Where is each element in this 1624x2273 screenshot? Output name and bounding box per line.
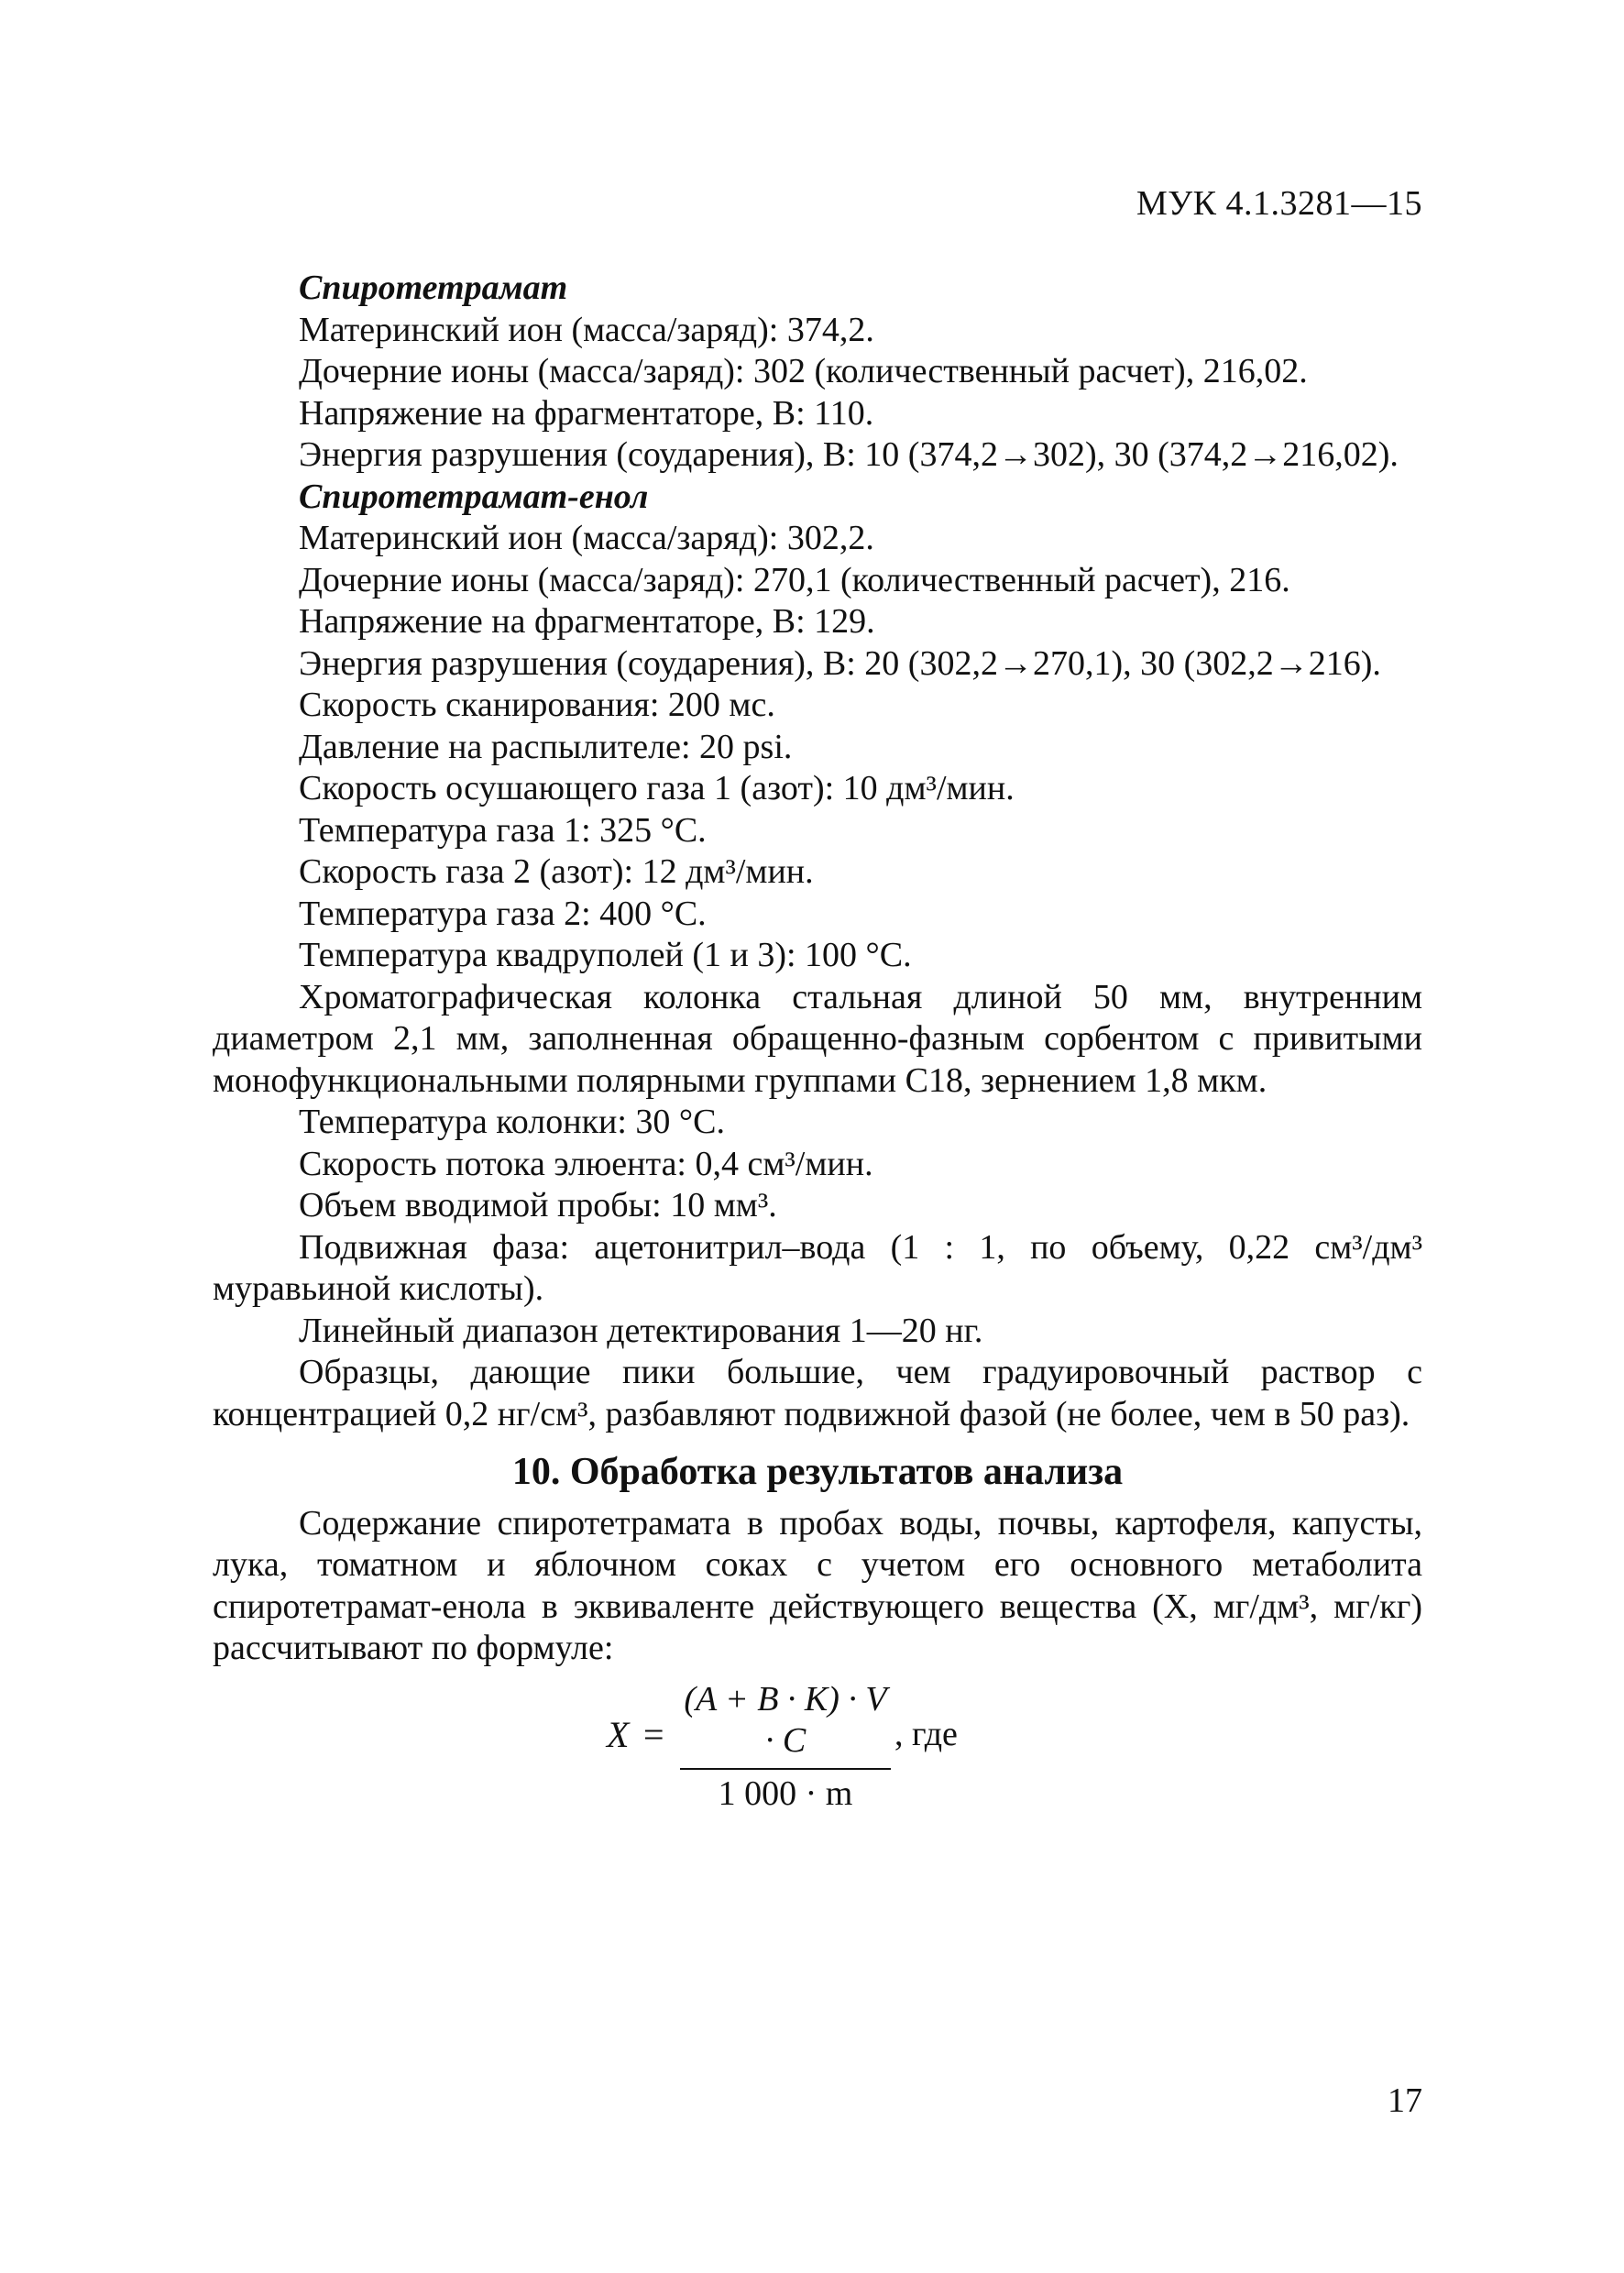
paragraph: Скорость газа 2 (азот): 12 дм³/мин.: [299, 852, 814, 891]
paragraph: Хроматографическая колонка стальная длиной 50 мм, внутренним диаметром 2,1 мм, заполненная обращенно-фазным сорбентом с привитыми монофункциональными полярными группами С18, зернением 1,8 мкм.: [213, 977, 1422, 1100]
paragraph: Скорость осушающего газа 1 (азот): 10 дм³/мин.: [299, 769, 1015, 807]
formula-lhs: X: [607, 1713, 630, 1755]
paragraph: Энергия разрушения (соударения), В: 20 (302,2→270,1), 30 (302,2→216).: [299, 643, 1381, 683]
calculation-formula: [213, 1679, 1422, 1813]
formula-fraction: [680, 1679, 891, 1816]
paragraph: Линейный диапазон детектирования 1—20 нг.: [299, 1311, 983, 1350]
paragraph: Материнский ион (масса/заряд): 374,2.: [299, 310, 874, 349]
paragraph: Подвижная фаза: ацетонитрил–вода (1 : 1, по объему, 0,22 см³/дм³ муравьиной кислоты).: [213, 1227, 1422, 1308]
paragraph: Скорость сканирования: 200 мс.: [299, 686, 775, 724]
paragraph: Температура квадруполей (1 и 3): 100 °С.: [299, 936, 912, 974]
paragraph: Скорость потока элюента: 0,4 см³/мин.: [299, 1144, 873, 1183]
paragraph: Материнский ион (масса/заряд): 302,2.: [299, 519, 874, 557]
paragraph: Дочерние ионы (масса/заряд): 302 (количественный расчет), 216,02.: [299, 352, 1308, 390]
paragraph: Дочерние ионы (масса/заряд): 270,1 (количественный расчет), 216.: [299, 560, 1290, 599]
compound-heading-spirotetramat-enol: Спиротетрамат-енол: [299, 477, 649, 516]
document-header: МУК 4.1.3281—15: [1136, 184, 1422, 223]
formula-equals: =: [643, 1713, 664, 1755]
paragraph: Температура колонки: 30 °С.: [299, 1103, 725, 1141]
paragraph: Объем вводимой пробы: 10 мм³.: [299, 1186, 777, 1224]
paragraph: Напряжение на фрагментаторе, В: 129.: [299, 602, 875, 641]
formula-denominator: 1 000 · m: [718, 1773, 853, 1813]
formula-tail: , где: [894, 1714, 958, 1753]
document-body: [213, 268, 1422, 1813]
paragraph: Напряжение на фрагментаторе, В: 110.: [299, 393, 874, 433]
paragraph: Образцы, дающие пики большие, чем градуировочный раствор с концентрацией 0,2 нг/см³, разбавляют подвижной фазой (не более, чем в 50 раз).: [213, 1353, 1422, 1433]
section-heading: 10. Обработка результатов анализа: [511, 1451, 1124, 1493]
formula-numerator: (A + B · K) · V · C: [684, 1679, 887, 1760]
page-number: 17: [1388, 2081, 1422, 2120]
paragraph: Содержание спиротетрамата в пробах воды, почвы, картофеля, капусты, лука, томатном и яблочном соках с учетом его основного метаболита спиротетрамат-енола в эквиваленте действующего вещества (X, мг/дм³, мг/кг) рассчитывают по формуле:: [213, 1503, 1422, 1667]
paragraph: Энергия разрушения (соударения), В: 10 (374,2→302), 30 (374,2→216,02).: [299, 435, 1399, 474]
paragraph: Температура газа 1: 325 °С.: [299, 810, 707, 850]
paragraph: Температура газа 2: 400 °С.: [299, 894, 707, 933]
compound-heading-spirotetramat: Спиротетрамат: [299, 269, 568, 307]
paragraph: Давление на распылителе: 20 psi.: [299, 727, 793, 766]
